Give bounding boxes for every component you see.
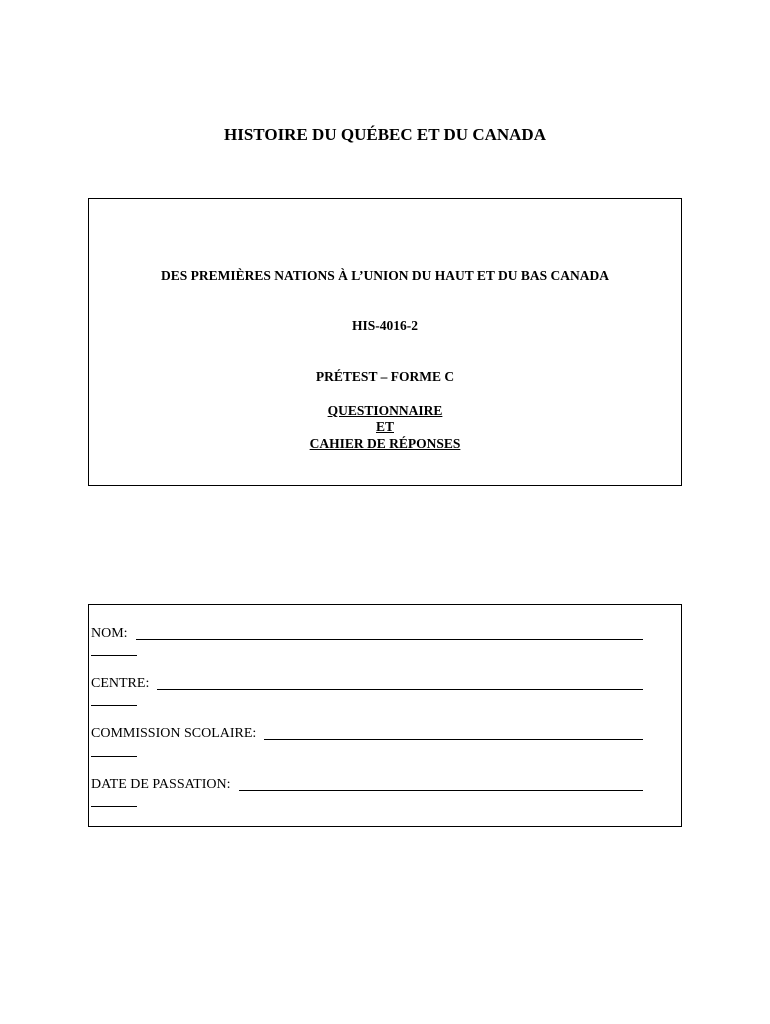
- name-field-line[interactable]: [136, 639, 643, 640]
- student-info-form: [88, 604, 682, 827]
- test-date-field-label: DATE DE PASSATION:: [91, 777, 231, 792]
- booklet-line-et-text: ET: [375, 419, 394, 434]
- school-board-field-line[interactable]: [264, 739, 643, 740]
- centre-field-continuation-line: [91, 705, 137, 706]
- test-date-field-line[interactable]: [239, 790, 643, 791]
- booklet-line-et: [89, 419, 681, 435]
- document-title: HISTOIRE DU QUÉBEC ET DU CANADA: [224, 125, 546, 144]
- name-field[interactable]: [91, 624, 643, 642]
- course-code: HIS-4016-2: [351, 318, 418, 333]
- centre-field-line[interactable]: [157, 689, 643, 690]
- school-board-field-label: COMMISSION SCOLAIRE:: [91, 726, 257, 741]
- school-board-field[interactable]: [91, 724, 643, 742]
- document-subtitle: DES PREMIÈRES NATIONS À L’UNION DU HAUT ET DU BAS CANADA: [160, 268, 610, 283]
- name-field-label: NOM:: [91, 626, 128, 641]
- booklet-line-questionnaire-text: QUESTIONNAIRE: [327, 403, 443, 418]
- booklet-line-questionnaire: [89, 403, 681, 419]
- test-date-field[interactable]: [91, 775, 643, 793]
- school-board-field-continuation-line: [91, 756, 137, 757]
- booklet-line-cahier: [89, 436, 681, 452]
- centre-field-label: CENTRE:: [91, 676, 150, 691]
- test-date-field-continuation-line: [91, 806, 137, 807]
- test-form-label: PRÉTEST – FORME C: [315, 369, 455, 384]
- booklet-line-cahier-text: CAHIER DE RÉPONSES: [309, 436, 461, 451]
- title-box: [88, 198, 682, 486]
- centre-field[interactable]: [91, 674, 643, 692]
- name-field-continuation-line: [91, 655, 137, 656]
